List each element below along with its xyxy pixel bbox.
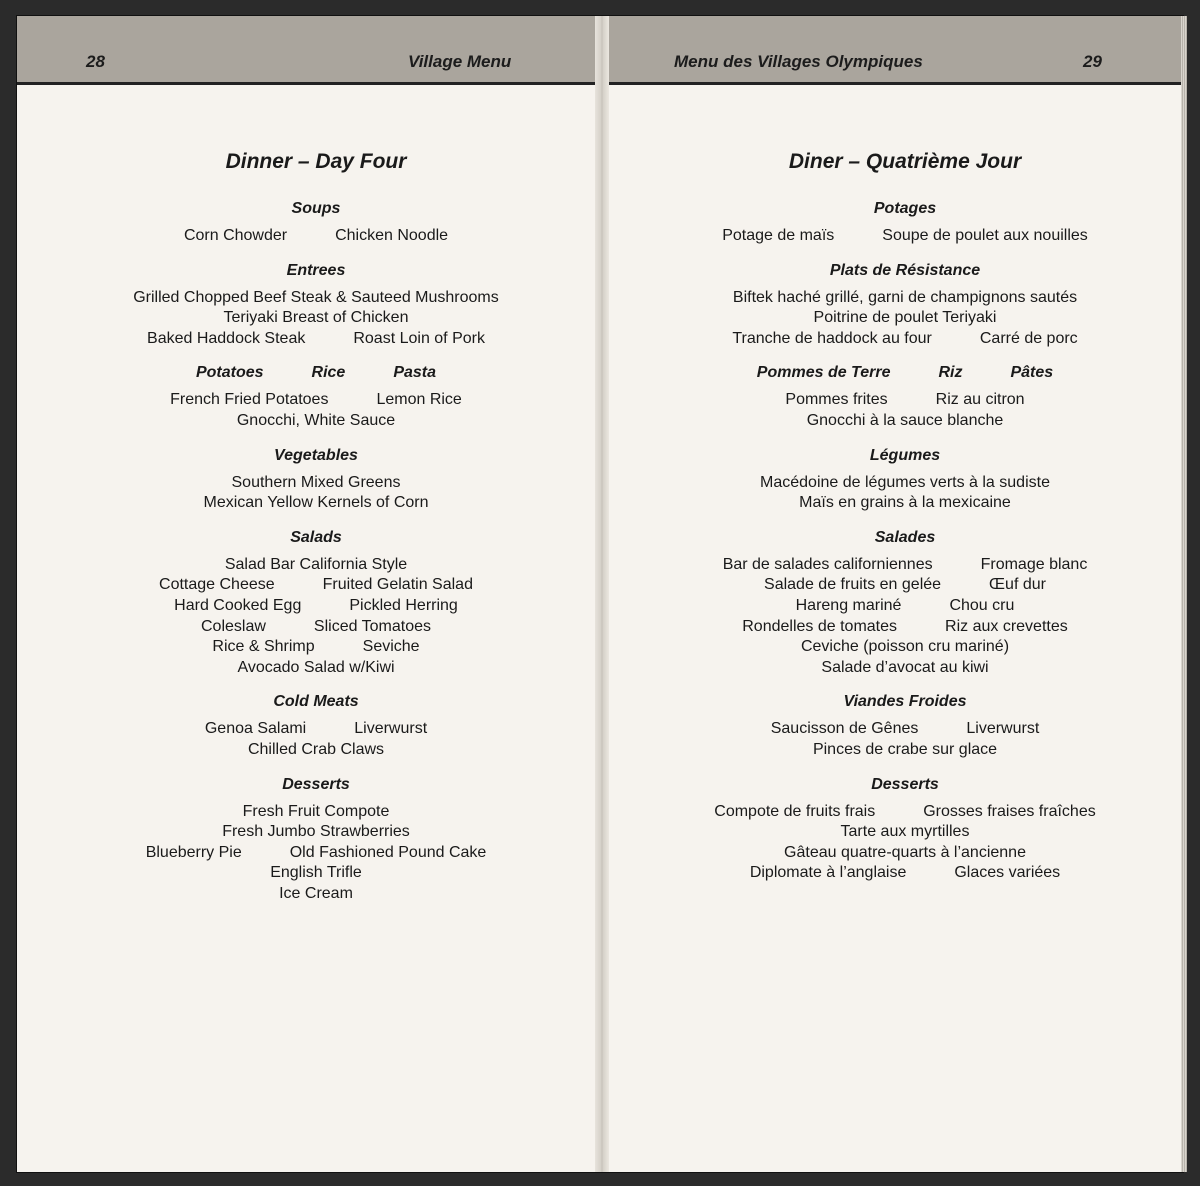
menu-line	[57, 329, 575, 350]
section-cold-meats	[649, 691, 1161, 760]
menu-line	[57, 658, 575, 679]
menu-item: Teriyaki Breast of Chicken	[223, 309, 409, 327]
section-soups	[57, 198, 575, 247]
menu-line	[57, 802, 575, 823]
menu-item: Fromage blanc	[980, 555, 1088, 573]
menu-item: Tarte aux myrtilles	[840, 823, 970, 841]
menu-item: Saucisson de Gênes	[770, 720, 919, 738]
section-desserts	[57, 774, 575, 905]
section-entrees	[649, 260, 1161, 350]
menu-item: Gâteau quatre-quarts à l’ancienne	[784, 843, 1026, 861]
menu-item: Œuf dur	[989, 576, 1046, 594]
menu-item: Chilled Crab Claws	[247, 740, 385, 758]
page-edges	[1181, 16, 1187, 1172]
menu-line	[57, 822, 575, 843]
section-title	[649, 362, 1161, 384]
section-title	[57, 362, 575, 384]
section-title: Potages	[873, 200, 937, 217]
category-label: Potatoes	[195, 364, 264, 382]
menu-line	[57, 411, 575, 432]
menu-line	[649, 658, 1161, 679]
menu-line	[57, 473, 575, 494]
section-title: Plats de Résistance	[829, 261, 981, 279]
section-title: Viandes Froides	[843, 693, 967, 711]
menu-item: Gnocchi, White Sauce	[236, 411, 396, 429]
section-title: Cold Meats	[273, 693, 359, 711]
menu-line	[649, 493, 1161, 514]
menu-item: Genoa Salami	[204, 720, 307, 738]
menu-item: Hard Cooked Egg	[174, 596, 302, 614]
left-running-title: Village Menu	[408, 52, 512, 71]
menu-title: Dinner – Day Four	[225, 150, 407, 173]
menu-title: Diner – Quatrième Jour	[788, 150, 1022, 173]
section-vegetables	[57, 445, 575, 514]
section-entrees	[57, 260, 575, 350]
menu-item: Macédoine de légumes verts à la sudiste	[760, 473, 1050, 491]
menu-item: Sliced Tomatoes	[313, 617, 432, 635]
category-label: Rice	[311, 364, 346, 382]
section-starch	[649, 362, 1161, 431]
menu-booklet-spread	[17, 16, 1183, 1172]
menu-item: Old Fashioned Pound Cake	[289, 843, 487, 861]
menu-item: Pinces de crabe sur glace	[812, 740, 998, 758]
right-running-title: Menu des Villages Olympiques	[674, 52, 923, 71]
section-title: Vegetables	[274, 446, 358, 464]
french-page	[609, 16, 1181, 1172]
section-title: Desserts	[871, 775, 939, 793]
english-page	[17, 16, 595, 1172]
section-salads	[649, 527, 1161, 679]
menu-item: Maïs en grains à la mexicaine	[799, 494, 1011, 512]
menu-item: Fresh Jumbo Strawberries	[222, 823, 410, 841]
menu-line	[649, 473, 1161, 494]
section-title: Soups	[291, 200, 341, 217]
menu-item: Hareng mariné	[795, 596, 902, 614]
section-title: Salades	[874, 528, 936, 546]
menu-item: Soupe de poulet aux nouilles	[882, 227, 1088, 244]
menu-line	[57, 226, 575, 247]
menu-line	[649, 308, 1161, 329]
menu-item: Mexican Yellow Kernels of Corn	[203, 494, 429, 512]
menu-line	[649, 863, 1161, 884]
menu-line	[649, 411, 1161, 432]
menu-item: Glaces variées	[954, 864, 1061, 882]
menu-line	[649, 740, 1161, 761]
menu-item: Rondelles de tomates	[742, 617, 898, 635]
menu-item: Riz au citron	[935, 391, 1025, 409]
category-label: Pasta	[393, 364, 437, 382]
menu-item: Tranche de haddock au four	[732, 329, 932, 347]
menu-line	[57, 884, 575, 905]
menu-line	[57, 863, 575, 884]
menu-line	[649, 822, 1161, 843]
menu-item: Roast Loin of Pork	[353, 329, 485, 347]
menu-item: Compote de fruits frais	[714, 802, 876, 820]
menu-item: Poitrine de poulet Teriyaki	[813, 309, 997, 327]
menu-line	[649, 802, 1161, 823]
menu-item: Diplomate à l’anglaise	[749, 864, 907, 882]
section-title: Desserts	[282, 775, 350, 793]
right-page-number: 29	[1083, 52, 1102, 71]
menu-item: Biftek haché grillé, garni de champignons sautés	[732, 288, 1078, 306]
menu-item: Pommes frites	[785, 391, 888, 409]
menu-line	[649, 575, 1161, 596]
menu-item: Salad Bar California Style	[224, 555, 408, 573]
menu-item: Liverwurst	[966, 720, 1040, 738]
menu-line	[57, 719, 575, 740]
menu-line	[649, 617, 1161, 638]
menu-line	[57, 740, 575, 761]
left-page-number: 28	[86, 52, 105, 71]
category-label: Pâtes	[1010, 364, 1054, 382]
menu-item: English Trifle	[270, 864, 362, 882]
menu-line	[57, 308, 575, 329]
menu-line	[649, 596, 1161, 617]
menu-item: Carré de porc	[979, 329, 1078, 347]
menu-line	[57, 637, 575, 658]
menu-line	[649, 719, 1161, 740]
menu-item: Corn Chowder	[183, 227, 288, 244]
section-cold-meats	[57, 691, 575, 760]
menu-item: French Fried Potatoes	[170, 391, 329, 409]
menu-item: Bar de salades californiennes	[722, 555, 933, 573]
section-title: Salads	[290, 528, 342, 546]
menu-item: Southern Mixed Greens	[231, 473, 401, 491]
menu-item: Ice Cream	[279, 884, 353, 902]
menu-item: Blueberry Pie	[145, 843, 242, 861]
menu-line	[57, 617, 575, 638]
section-vegetables	[649, 445, 1161, 514]
category-label: Riz	[938, 364, 963, 382]
menu-line	[57, 390, 575, 411]
english-menu	[57, 148, 575, 917]
menu-line	[57, 288, 575, 309]
french-menu	[649, 148, 1161, 897]
menu-item: Rice & Shrimp	[212, 638, 315, 656]
menu-item: Avocado Salad w/Kiwi	[237, 658, 395, 676]
menu-item: Lemon Rice	[376, 391, 462, 409]
section-soups	[649, 198, 1161, 247]
menu-line	[649, 226, 1161, 247]
menu-item: Gnocchi à la sauce blanche	[806, 411, 1004, 429]
menu-item: Cottage Cheese	[159, 576, 275, 594]
menu-item: Liverwurst	[354, 720, 428, 738]
menu-item: Grosses fraises fraîches	[923, 802, 1096, 820]
book-gutter	[595, 16, 609, 1172]
menu-item: Ceviche (poisson cru mariné)	[800, 638, 1010, 656]
menu-item: Fresh Fruit Compote	[242, 802, 390, 820]
menu-item: Riz aux crevettes	[945, 617, 1068, 635]
menu-item: Chicken Noodle	[335, 227, 449, 244]
menu-line	[57, 575, 575, 596]
menu-line	[649, 329, 1161, 350]
section-starch	[57, 362, 575, 431]
menu-line	[57, 843, 575, 864]
section-title: Entrees	[286, 261, 346, 279]
menu-line	[649, 555, 1161, 576]
section-desserts	[649, 774, 1161, 884]
menu-item: Fruited Gelatin Salad	[322, 576, 473, 594]
menu-item: Potage de maïs	[722, 227, 835, 244]
section-title: Légumes	[869, 446, 941, 464]
menu-line	[649, 843, 1161, 864]
menu-line	[649, 637, 1161, 658]
menu-item: Salade d’avocat au kiwi	[821, 658, 989, 676]
menu-item: Salade de fruits en gelée	[764, 576, 942, 594]
category-label: Pommes de Terre	[756, 364, 891, 382]
menu-line	[57, 493, 575, 514]
menu-item: Grilled Chopped Beef Steak & Sauteed Mushrooms	[133, 288, 499, 306]
menu-line	[57, 555, 575, 576]
section-salads	[57, 527, 575, 679]
menu-line	[57, 596, 575, 617]
menu-item: Coleslaw	[200, 617, 266, 635]
menu-item: Pickled Herring	[349, 596, 458, 614]
menu-line	[649, 288, 1161, 309]
menu-line	[649, 390, 1161, 411]
menu-item: Seviche	[362, 638, 420, 656]
menu-item: Chou cru	[949, 596, 1015, 614]
menu-item: Baked Haddock Steak	[147, 329, 306, 347]
